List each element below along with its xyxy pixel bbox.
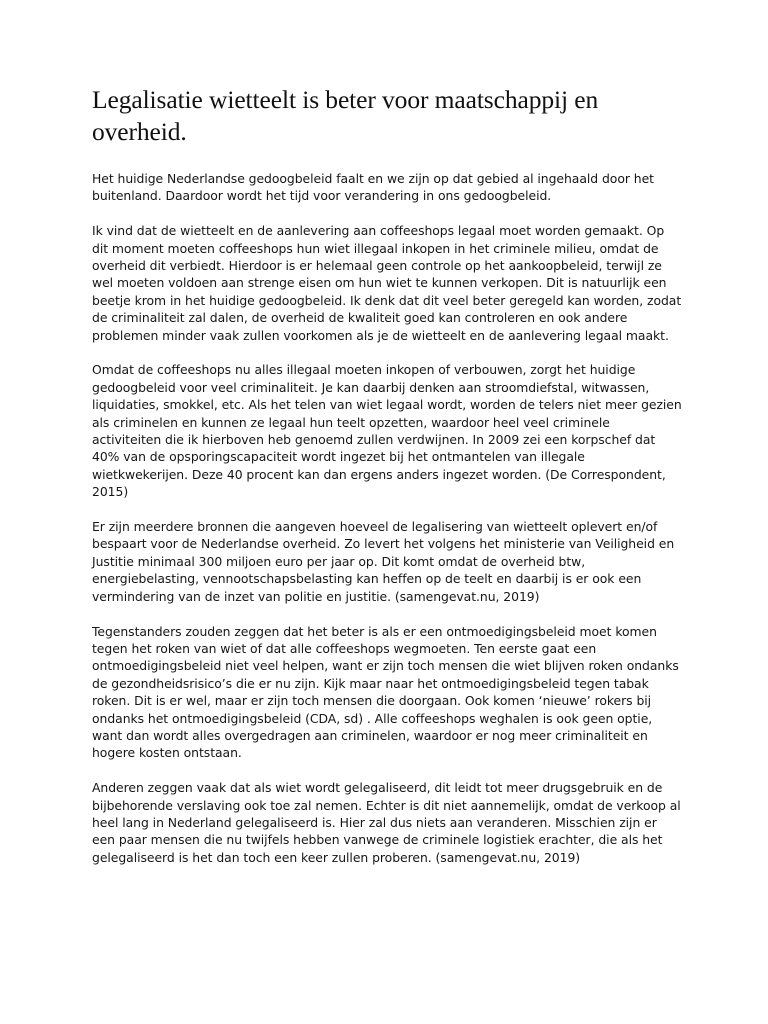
- paragraph-revenue: Er zijn meerdere bronnen die aangeven hoeveel de legalisering van wietteelt oplevert en/of bespaart voor de Nederlandse overheid. Zo levert het volgens het ministerie van Veiligheid en Justitie minimaal 300 miljoen euro per jaar op. Dit komt omdat de overheid btw, energiebelasting, vennootschapsbelasting kan heffen op de teelt en daarbij is er ook een vermindering van de inzet van politie en justitie. (samengevat.nu, 2019): [92, 519, 675, 604]
- paragraph-drug-use: Anderen zeggen vaak dat als wiet wordt gelegaliseerd, dit leidt tot meer drugsgebruik en de bijbehorende verslaving ook toe zal nemen. Echter is dit niet aannemelijk, omdat de verkoop al heel lang in Nederland gelegaliseerd is. Hier zal dus niets aan veranderen. Misschien zijn er een paar mensen die nu twijfels hebben vanwege de criminele logistiek erachter, die als het gelegaliseerd is het dan toch een keer zullen proberen. (samengevat.nu, 2019): [92, 780, 681, 865]
- paragraph-legalization-argument: Ik vind dat de wietteelt en de aanlevering aan coffeeshops legaal moet worden gemaakt. Op dit moment moeten coffeeshops hun wiet illegaal inkopen in het criminele milieu, omdat de overheid dit verbiedt. Hierdoor is er helemaal geen controle op het aankoopbeleid, terwijl ze wel moeten voldoen aan strenge eisen om hun wiet te kunnen verkopen. Dit is natuurlijk een beetje krom in het huidige gedoogbeleid. Ik denk dat dit veel beter geregeld kan worden, zodat de criminaliteit zal dalen, de overheid de kwaliteit goed kan controleren en ook andere problemen minder vaak zullen voorkomen als je de wietteelt en de aanlevering legaal maakt.: [92, 223, 682, 343]
- paragraph-criminality: Omdat de coffeeshops nu alles illegaal moeten inkopen of verbouwen, zorgt het huidige gedoogbeleid voor veel criminaliteit. Je kan daarbij denken aan stroomdiefstal, witwassen, liquidaties, smokkel, etc. Als het telen van wiet legaal wordt, worden de telers niet meer gezien als criminelen en kunnen ze legaal hun teelt opzetten, waardoor heel veel criminele activiteiten die ik hierboven heb genoemd zullen verdwijnen. In 2009 zei een korpschef dat 40% van de opsporingscapaciteit wordt ingezet bij het ontmantelen van illegale wietkwekerijen. Deze 40 procent kan dan ergens anders ingezet worden. (De Correspondent, 2015): [92, 362, 682, 500]
- document-page: [92, 84, 682, 884]
- paragraph-opponents: Tegenstanders zouden zeggen dat het beter is als er een ontmoedigingsbeleid moet komen tegen het roken van wiet of dat alle coffeeshops wegmoeten. Ten eerste gaat een ontmoedigingsbeleid niet veel helpen, want er zijn toch mensen die wiet blijven roken ondanks de gezondheidsrisico’s die er nu zijn. Kijk maar naar het ontmoedigingsbeleid tegen tabak roken. Dit is er wel, maar er zijn toch mensen die doorgaan. Ook komen ‘nieuwe’ rokers bij ondanks het ontmoedigingsbeleid (CDA, sd) . Alle coffeeshops weghalen is ook geen optie, want dan wordt alles overgedragen aan criminelen, waardoor er nog meer criminaliteit en hogere kosten ontstaan.: [92, 623, 679, 761]
- document-title: Legalisatie wietteelt is beter voor maatschappij en overheid.: [92, 85, 599, 146]
- paragraph-intro: Het huidige Nederlandse gedoogbeleid faalt en we zijn op dat gebied al ingehaald door het buitenland. Daardoor wordt het tijd voor verandering in ons gedoogbeleid.: [92, 171, 654, 204]
